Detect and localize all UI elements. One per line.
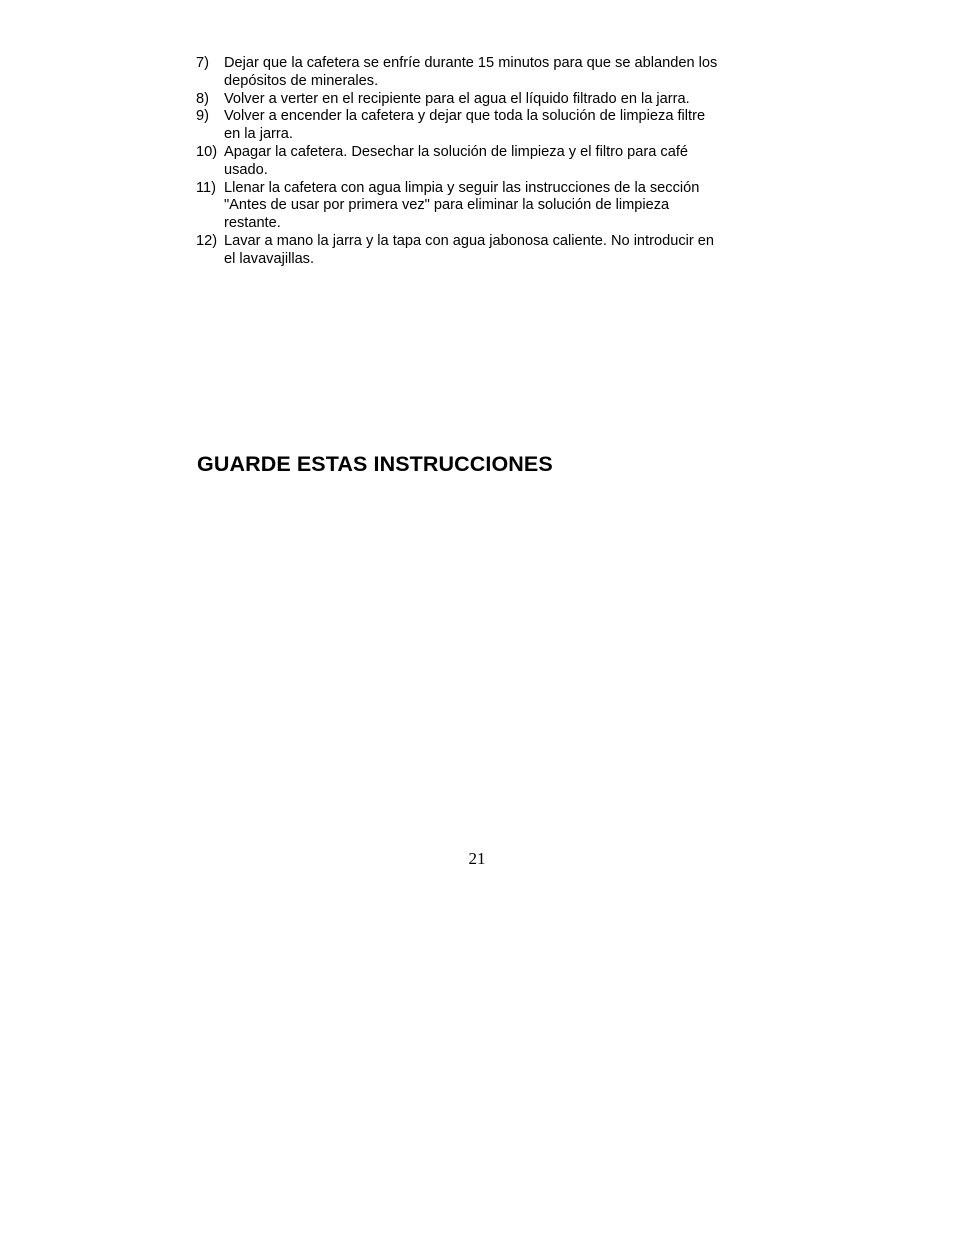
step-item: [196, 91, 766, 109]
step-text: Volver a verter en el recipiente para el agua el líquido filtrado en la jarra.: [224, 90, 690, 107]
section-heading: GUARDE ESTAS INSTRUCCIONES: [197, 452, 553, 476]
step-number: 9): [196, 108, 209, 125]
instruction-steps-list: [196, 55, 766, 269]
step-text: Llenar la cafetera con agua limpia y seguir las instrucciones de la sección "Antes de usar por primera vez" para eliminar la solución de limpieza restante.: [224, 179, 700, 232]
page-number: 21: [468, 849, 486, 868]
step-item: [196, 180, 766, 233]
step-item: [196, 144, 766, 180]
step-number: 11): [196, 179, 217, 196]
step-number: 7): [196, 55, 209, 71]
step-number: 10): [196, 143, 218, 160]
step-item: [196, 55, 766, 91]
step-item: [196, 108, 766, 144]
step-number: 12): [196, 232, 218, 249]
step-text: Dejar que la cafetera se enfríe durante 15 minutos para que se ablanden los depósitos de minerales.: [224, 55, 718, 89]
step-text: Lavar a mano la jarra y la tapa con agua jabonosa caliente. No introducir en el lavavajillas.: [224, 232, 715, 267]
step-item: [196, 233, 766, 269]
step-number: 8): [196, 90, 209, 107]
step-text: Apagar la cafetera. Desechar la solución de limpieza y el filtro para café usado.: [224, 143, 688, 178]
step-text: Volver a encender la cafetera y dejar que toda la solución de limpieza filtre en la jarra.: [224, 108, 706, 143]
